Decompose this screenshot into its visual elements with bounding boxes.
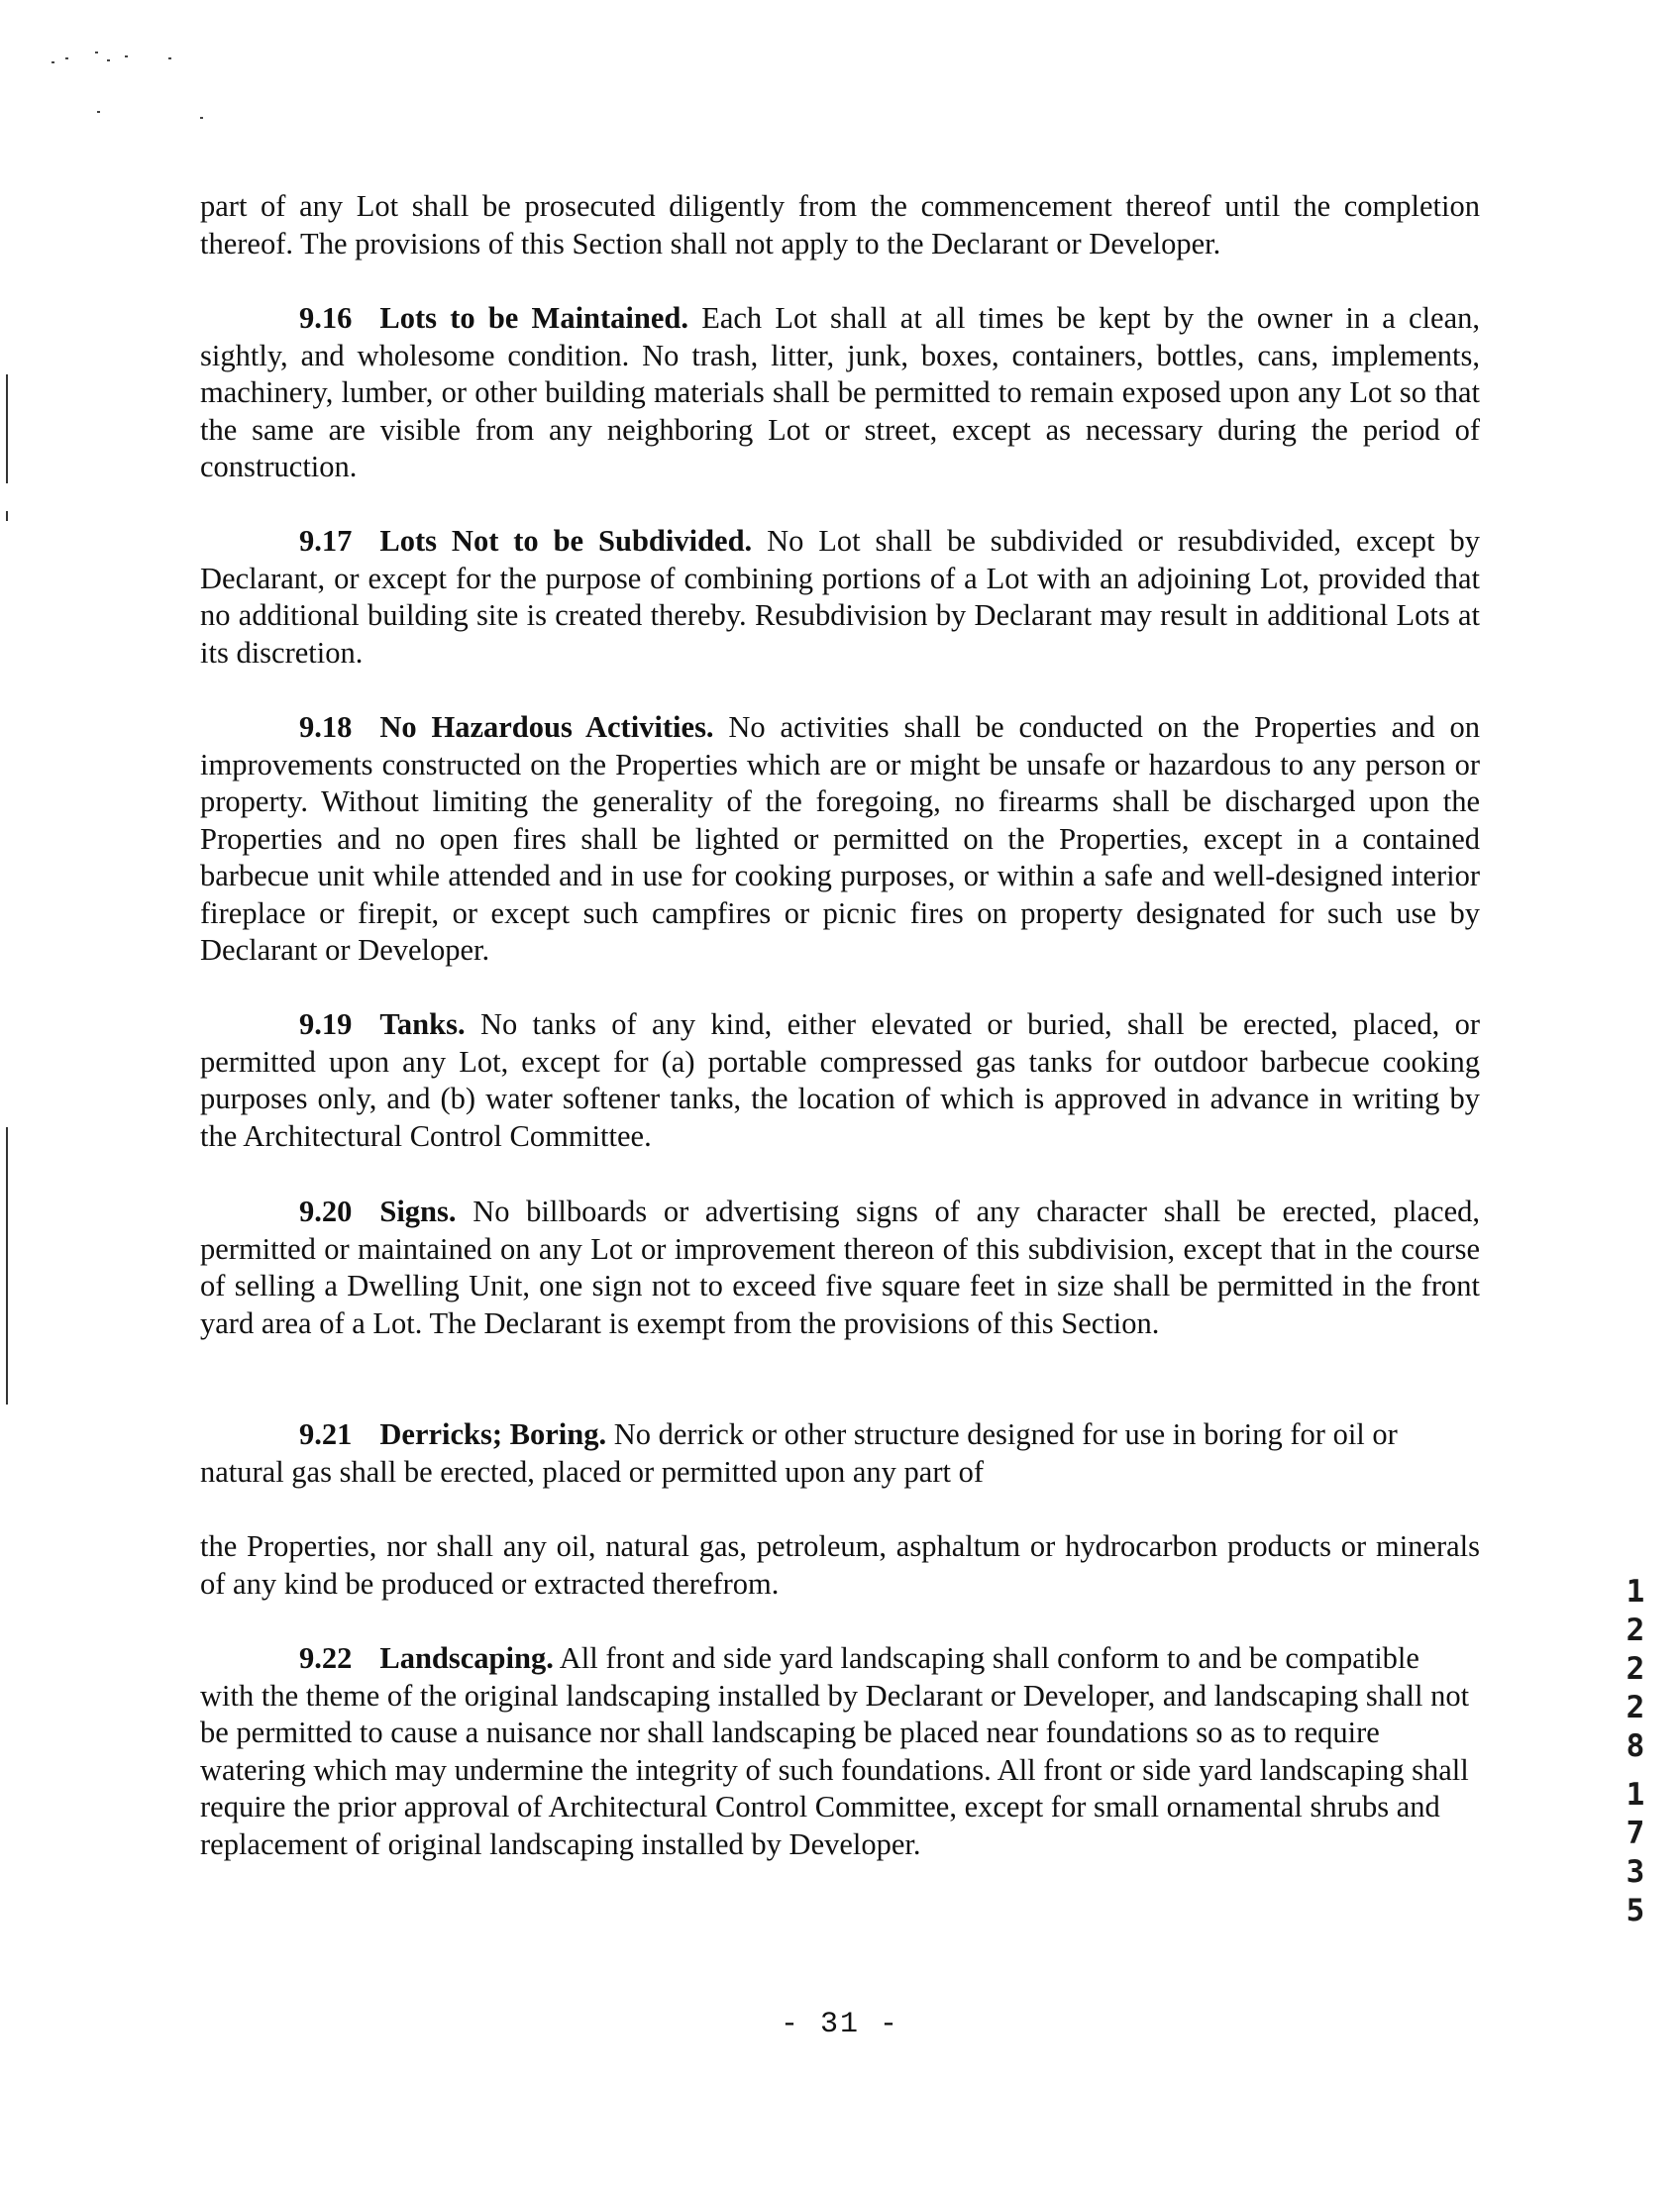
section-text: No activities shall be conducted on the Properties and on improvements constructed on the Properties which are or might be unsafe or hazardous to any person or property. Without limiting the generality of the foregoing, no firearms shall be discharged upon the Properties and no open fires shall be lighted or permitted on the Properties, except in a contained barbecue unit while attended and in use for cooking purposes, or within a safe and well-designed interior fireplace or firepit, or except such campfires or picnic fires on property designated for such use by Declarant or Developer.	[200, 710, 1480, 967]
section-text: Each Lot shall at all times be kept by the owner in a clean, sightly, and wholesome condition. No trash, litter, junk, boxes, containers, bottles, cans, implements, machinery, lumber, or other building materials shall be permitted to remain exposed upon any Lot so that the same are visible from any neighboring Lot or street, except as necessary during the period of construction.	[200, 301, 1481, 483]
section-heading: Lots Not to be Subdivided.	[379, 524, 753, 558]
section-number: 9.17	[299, 524, 353, 558]
section-text: No derrick or other structure designed for use in boring for oil or natural gas shall be erected, placed or permitted upon any part of	[200, 1417, 1398, 1489]
stamp-digit: 2	[1626, 1613, 1645, 1648]
opening-paragraph: part of any Lot shall be prosecuted diligently from the commencement thereof until the completion thereof. The provisions of this Section shall not apply to the Declarant or Developer.	[200, 189, 1480, 260]
section-number: 9.18	[299, 710, 353, 744]
section-9-22	[200, 1640, 1480, 1863]
section-heading: Landscaping.	[379, 1641, 554, 1675]
section-heading: Signs.	[379, 1195, 457, 1228]
revision-bar	[6, 374, 8, 483]
scan-speck	[200, 117, 203, 119]
scan-speck	[95, 52, 98, 53]
stamp-digit: 5	[1626, 1893, 1645, 1928]
section-heading: Derricks; Boring.	[379, 1417, 607, 1451]
section-number: 9.22	[299, 1641, 353, 1675]
stamp-digit: 8	[1626, 1728, 1645, 1764]
stamp-digit: 2	[1626, 1690, 1645, 1725]
scan-speck	[65, 57, 68, 59]
revision-bar	[6, 511, 8, 521]
section-number: 9.21	[299, 1417, 353, 1451]
section-9-21	[200, 1416, 1480, 1491]
scan-speck	[52, 61, 54, 63]
stamp-digit: 7	[1626, 1816, 1645, 1851]
section-text: No billboards or advertising signs of any character shall be erected, placed, permitted or maintained on any Lot or improvement thereon of this subdivision, except that in the course of selling a Dwelling Unit, one sign not to exceed five square feet in size shall be permitted in the front yard area of a Lot. The Declarant is exempt from the provisions of this Section.	[200, 1195, 1480, 1340]
section-number: 9.16	[299, 301, 353, 335]
continuation-paragraph: the Properties, nor shall any oil, natural gas, petroleum, asphaltum or hydrocarbon products or minerals of any kind be produced or extracted therefrom.	[200, 1529, 1480, 1601]
section-number: 9.20	[299, 1195, 353, 1228]
revision-bar	[6, 1127, 8, 1405]
section-heading: No Hazardous Activities.	[379, 710, 714, 744]
stamp-digit: 3	[1626, 1854, 1645, 1890]
scan-speck	[97, 111, 100, 113]
recording-stamp	[1621, 1573, 1650, 1930]
section-text: No Lot shall be subdivided or resubdivided, except by Declarant, or except for the purpose of combining portions of a Lot with an adjoining Lot, provided that no additional building site is created thereby. Resubdivision by Declarant may result in additional Lots at its discretion.	[200, 524, 1480, 670]
section-9-17	[200, 523, 1480, 672]
stamp-digit: 1	[1626, 1777, 1645, 1813]
section-heading: Lots to be Maintained.	[379, 301, 688, 335]
section-text: No tanks of any kind, either elevated or buried, shall be erected, placed, or permitted upon any Lot, except for (a) portable compressed gas tanks for outdoor barbecue cooking purposes only, and (b) water softener tanks, the location of which is approved in advance in writing by the Architectural Control Committee.	[200, 1007, 1480, 1153]
section-9-20	[200, 1194, 1480, 1342]
scan-speck	[125, 55, 128, 57]
section-9-19	[200, 1006, 1480, 1155]
section-text: All front and side yard landscaping shall conform to and be compatible with the theme of the original landscaping installed by Declarant or Developer, and landscaping shall not be permitted to cause a nuisance nor shall landscaping be placed near foundations so as to require watering which may undermine the integrity of such foundations. All front or side yard landscaping shall require the prior approval of Architectural Control Committee, except for small ornamental shrubs and replacement of original landscaping installed by Developer.	[200, 1641, 1470, 1861]
section-9-18	[200, 709, 1480, 970]
stamp-digit: 1	[1626, 1574, 1645, 1610]
section-heading: Tanks.	[379, 1007, 466, 1041]
scan-speck	[107, 59, 110, 61]
section-9-16	[200, 300, 1480, 486]
scan-speck	[168, 57, 171, 59]
page-number: - 31 -	[780, 2008, 900, 2041]
section-number: 9.19	[299, 1007, 353, 1041]
stamp-digit: 2	[1626, 1651, 1645, 1687]
